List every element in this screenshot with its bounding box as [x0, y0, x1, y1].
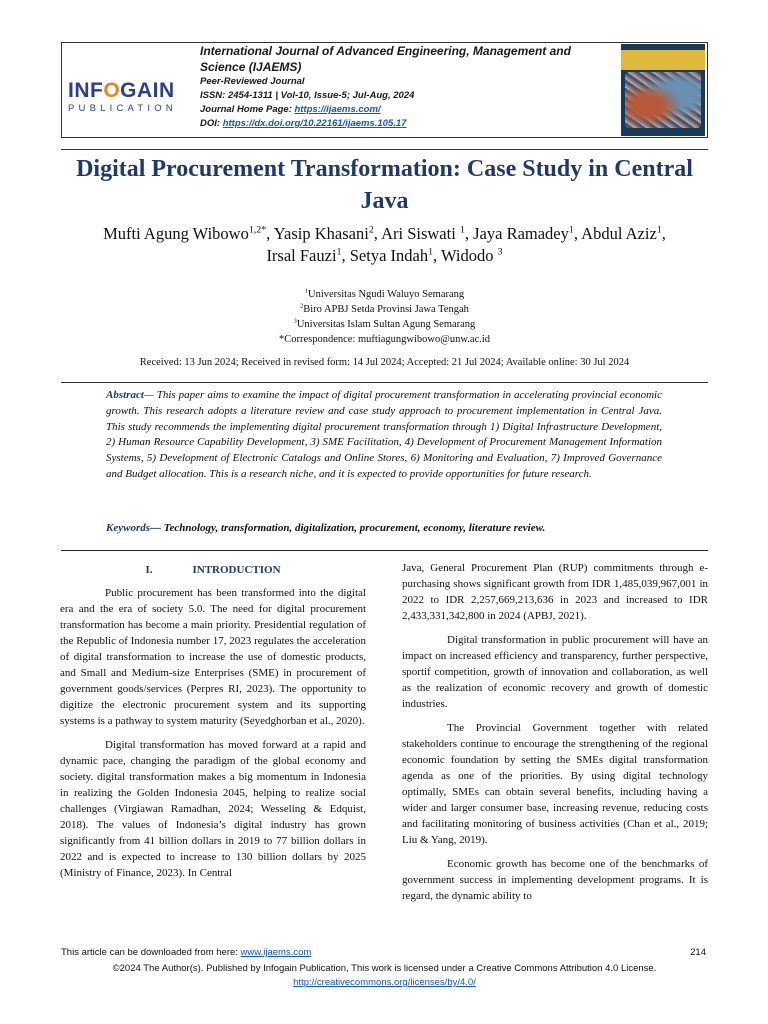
right-column	[402, 560, 708, 912]
license-footer	[61, 962, 708, 990]
paragraph: Digital transformation has moved forward at a rapid and dynamic pace, changing the paradigm of the global economy and society. digital transformation makes a big momentum in Indonesia in realizing the Golden Indonesia 2045, helping to realize social challenges (Virgiawan Ramadhan, 2024; Wesseling & Edquist, 2018). The values of Indonesia’s digital industry has grown significantly from 41 billion dollars in 2019 to 77 billion dollars in 2022 and is expected to increase to 130 billion dollars by 2025 (Ministry of Finance, 2023). In Central	[60, 739, 366, 879]
abstract-text: — This paper aims to examine the impact of digital procurement transformation in accelerating provincial economic growth. This research adopts a literature review and case study approach to procurement implementation in Central Java. This study recommends the implementing digital procurement transformation through 1) Digital Infrastructure Development, 2) Human Resource Capability Development, 3) SME Facilitation, 4) Development of Procurement Management Information Systems, 5) Development of Electronic Catalogs and Online Stores, 6) Monitoring and Evaluation, 7) Improved Governance and Budget allocation. This is a research niche, and it is expected to provide opportunities for future research.	[106, 389, 662, 480]
paper-title: Digital Procurement Transformation: Case Study in Central Java	[76, 156, 693, 214]
abstract-top-divider	[61, 382, 708, 383]
logo-wordmark: INFOGAIN	[68, 79, 175, 102]
paragraph: Java, General Procurement Plan (RUP) commitments through e-purchasing shows significant growth from IDR 1,485,039,967,001 in 2022 to IDR 2,257,669,213,636 in 2023 and increased to IDR 2,433,331,342,800 in 2024 (APBJ, 2021).	[402, 562, 708, 622]
doi-line: DOI: https://dx.doi.org/10.22161/ijaems.105.17	[200, 118, 407, 129]
author: Ari Siswati	[381, 224, 460, 243]
author: Setya Indah	[349, 246, 429, 265]
author: Irsal Fauzi	[266, 246, 337, 265]
left-column	[60, 562, 366, 889]
author-list: Mufti Agung Wibowo$^{1,2*}$, Yasip Khasani$^2$, Ari Siswati $^1$, Jaya Ramadey$^1$, Abdul Aziz$^1$, Irsal Fauzi$^1$, Setya Indah$^1$, Widodo $^3$	[103, 224, 666, 265]
paragraph: The Provincial Government together with related stakeholders continue to encourage the strengthening of the regional economic foundation by setting the SMEs digital transformation agenda as one of the priorities. By using digital technology optimally, SMEs can obtain several benefits, including having a wider and larger consumer base, increasing revenue, reducing costs and facilitating monitoring of business activities (Chan et al., 2019; Liu & Yang, 2019).	[402, 722, 708, 846]
license-link[interactable]: http://creativecommons.org/licenses/by/4.0/	[293, 977, 476, 988]
infogain-logo	[68, 80, 184, 112]
journal-info	[200, 43, 610, 131]
cover-title-band	[621, 50, 705, 70]
keywords-label: Keywords	[106, 522, 150, 534]
homepage-line: Journal Home Page: https://ijaems.com/	[200, 104, 381, 115]
header-divider	[61, 149, 708, 150]
download-line: This article can be downloaded from here: www.ijaems.com	[61, 947, 312, 958]
download-link[interactable]: www.ijaems.com	[240, 947, 312, 958]
journal-title: International Journal of Advanced Engineering, Management and Science (IJAEMS)	[200, 44, 571, 74]
author: Yasip Khasani	[273, 224, 369, 243]
abstract	[106, 388, 662, 483]
doi-link[interactable]: https://dx.doi.org/10.22161/ijaems.105.17	[222, 118, 407, 129]
correspondence: *Correspondence: muftiagungwibowo@unw.ac.id	[278, 334, 491, 345]
license-text: ©2024 The Author(s). Published by Infogain Publication, This work is licensed under a Creative Commons Attribution 4.0 License.	[112, 963, 657, 974]
section-heading: I. INTRODUCTION	[145, 564, 281, 576]
affiliations	[61, 287, 708, 347]
paragraph: Digital transformation in public procurement will have an impact on increased efficiency and transparency, further perspective, sportif competition, growth of innovation and collaboration, as well as the realization of economic recovery and growth of domestic industries.	[402, 634, 708, 710]
logo-subtitle: PUBLICATION	[68, 103, 177, 114]
author: Abdul Aziz	[581, 224, 657, 243]
affiliation: $^3$Universitas Islam Sultan Agung Semarang	[293, 317, 476, 330]
abstract-bottom-divider	[61, 550, 708, 551]
affiliation: $^1$Universitas Ngudi Waluyo Semarang	[304, 287, 465, 300]
keywords	[106, 522, 662, 534]
paragraph: Economic growth has become one of the benchmarks of government success in implementing development programs. It is regard, the dynamic ability to	[402, 858, 708, 902]
author: Mufti Agung Wibowo	[103, 224, 249, 243]
author: Jaya Ramadey	[473, 224, 569, 243]
received-dates: Received: 13 Jun 2024; Received in revised form: 14 Jul 2024; Accepted: 21 Jul 2024; Available online: 30 Jul 2024	[139, 357, 630, 368]
homepage-link[interactable]: https://ijaems.com/	[294, 104, 381, 115]
paragraph: Public procurement has been transformed into the digital era and the era of society 5.0. The need for digital procurement transformation has become a main priority. Presidential regulation of the Republic of Indonesia number 17, 2023 regulates the acceleration of digital transformation to increase the use of domestic products, and Small and Medium-size Enterprises (SME) in procurement of government goods/services (Perpres RI, 2023). The opportunity to digitize the electronic procurement system and its supporting systems is a pathway to system maturity (Seyedghorban et al., 2020).	[60, 587, 366, 727]
abstract-label: Abstract	[106, 389, 144, 401]
issn-line: ISSN: 2454-1311 | Vol-10, Issue-5; Jul-Aug, 2024	[200, 90, 415, 101]
journal-cover-image	[621, 44, 705, 136]
page-number: 214	[690, 947, 706, 958]
cover-artwork	[625, 72, 701, 128]
keywords-text: — Technology, transformation, digitalization, procurement, economy, literature review.	[150, 522, 546, 534]
affiliation: $^2$Biro APBJ Setda Provinsi Jawa Tengah	[300, 302, 469, 315]
peer-reviewed-label: Peer-Reviewed Journal	[200, 76, 305, 87]
author: Widodo	[440, 246, 498, 265]
